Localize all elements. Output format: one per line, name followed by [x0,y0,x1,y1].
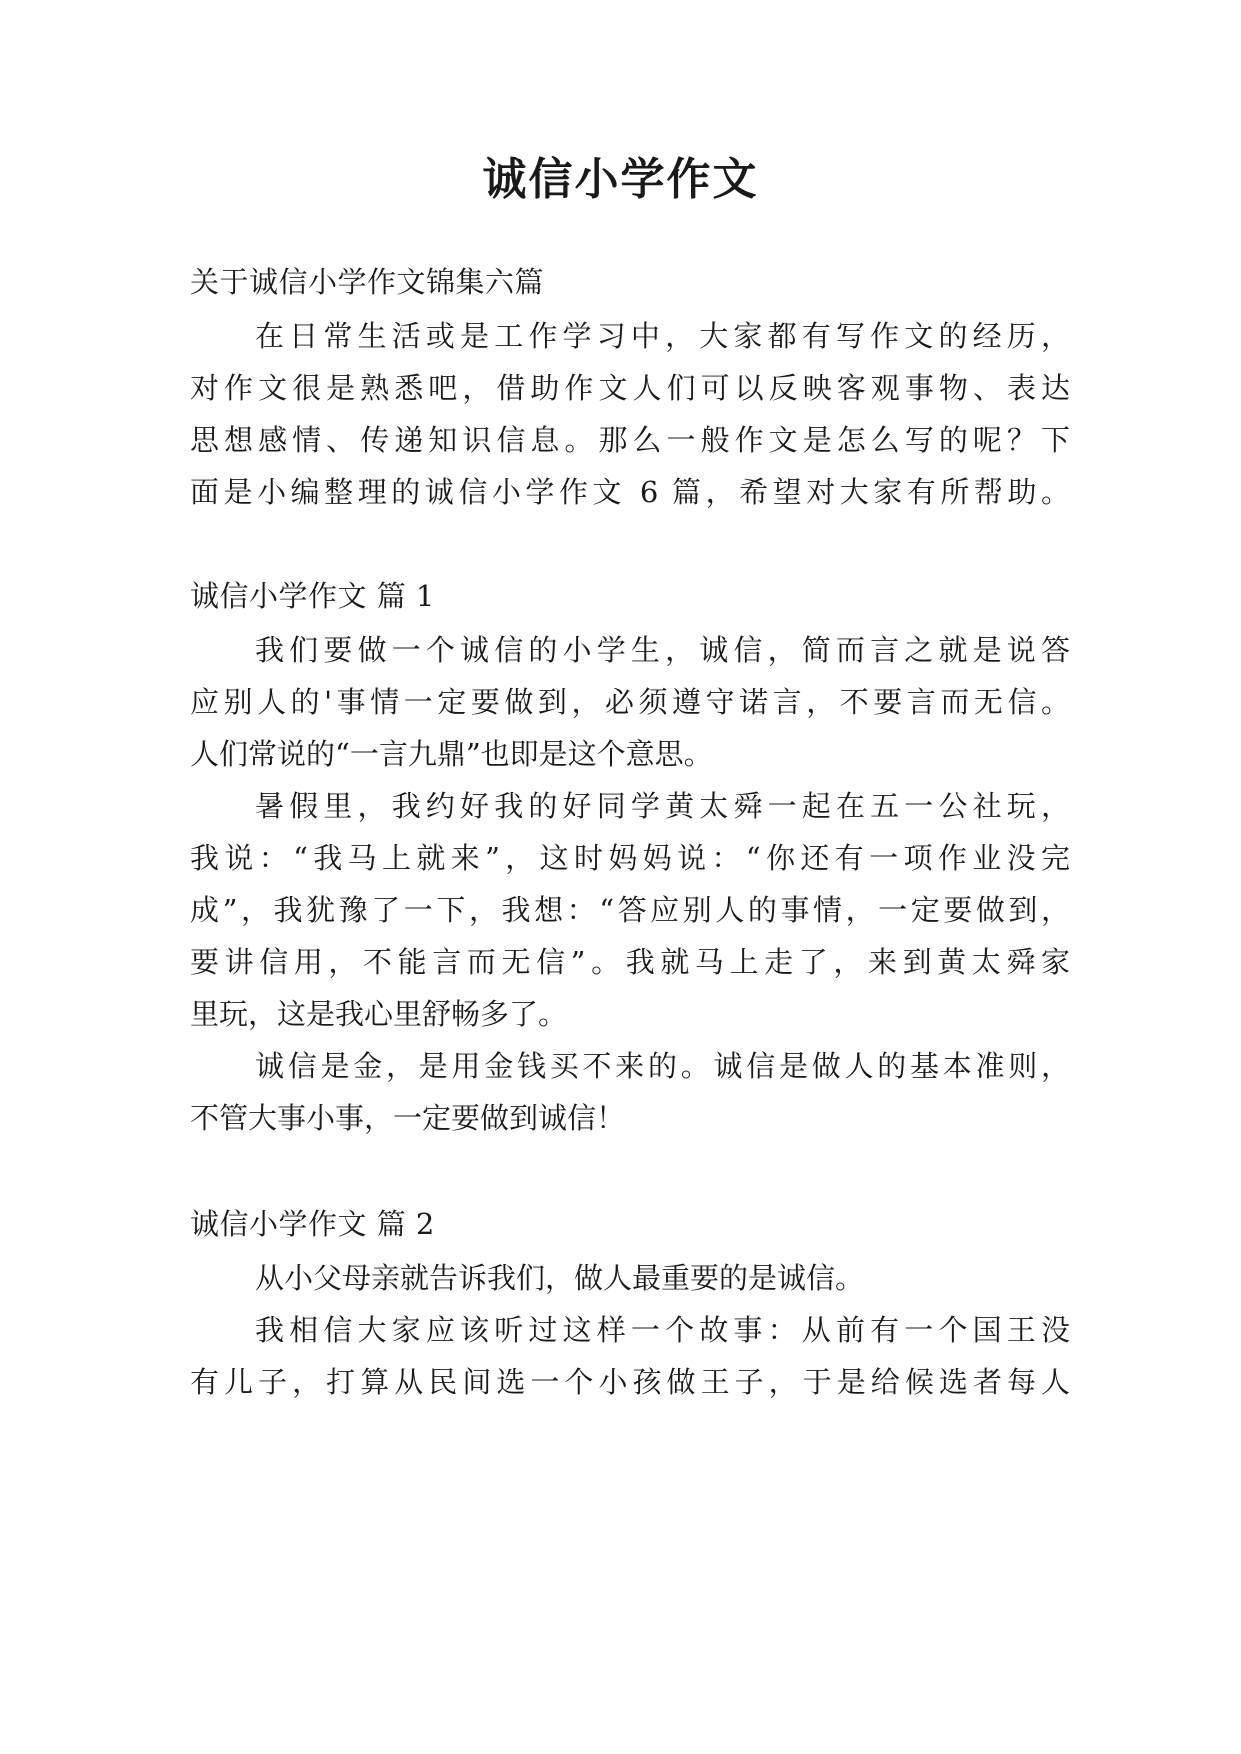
paragraph-line: 里玩，这是我心里舒畅多了。 [190,997,568,1031]
paragraph-line: 人们常说的“一言九鼎”也即是这个意思。 [190,737,713,771]
paragraph-line: 诚信是金，是用金钱买不来的。诚信是做人的基本准则， [255,1049,1070,1083]
paragraph-line: 面是小编整理的诚信小学作文 6 篇，希望对大家有所帮助。 [190,475,1070,509]
paragraph-line: 从小父母亲就告诉我们，做人最重要的是诚信。 [255,1261,865,1295]
paragraph-line: 要讲信用，不能言而无信”。我就马上走了，来到黄太舜家 [190,945,1070,979]
paragraph-line: 暑假里，我约好我的好同学黄太舜一起在五一公社玩， [255,789,1070,823]
paragraph-line: 对作文很是熟悉吧，借助作文人们可以反映客观事物、表达 [190,371,1070,405]
paragraph-line: 应别人的'事情一定要做到，必须遵守诺言，不要言而无信。 [190,685,1070,719]
paragraph-line: 我相信大家应该听过这样一个故事：从前有一个国王没 [255,1313,1070,1347]
paragraph-line: 在日常生活或是工作学习中，大家都有写作文的经历， [255,319,1070,353]
intro-heading: 关于诚信小学作文锦集六篇 [190,265,545,299]
paragraph-line: 不管大事小事，一定要做到诚信！ [190,1101,626,1135]
paragraph-line: 有儿子，打算从民间选一个小孩做王子，于是给候选者每人 [190,1365,1070,1399]
paragraph-line: 我们要做一个诚信的小学生，诚信，简而言之就是说答 [255,633,1070,667]
section-heading: 诚信小学作文 篇 1 [190,579,435,613]
paragraph-line: 我说：“我马上就来”，这时妈妈说：“你还有一项作业没完 [190,841,1070,875]
paragraph-line: 思想感情、传递知识信息。那么一般作文是怎么写的呢？下 [190,423,1070,457]
document-title: 诚信小学作文 [482,154,759,205]
section-heading: 诚信小学作文 篇 2 [190,1207,435,1241]
paragraph-line: 成”，我犹豫了一下，我想：“答应别人的事情，一定要做到， [190,893,1070,927]
